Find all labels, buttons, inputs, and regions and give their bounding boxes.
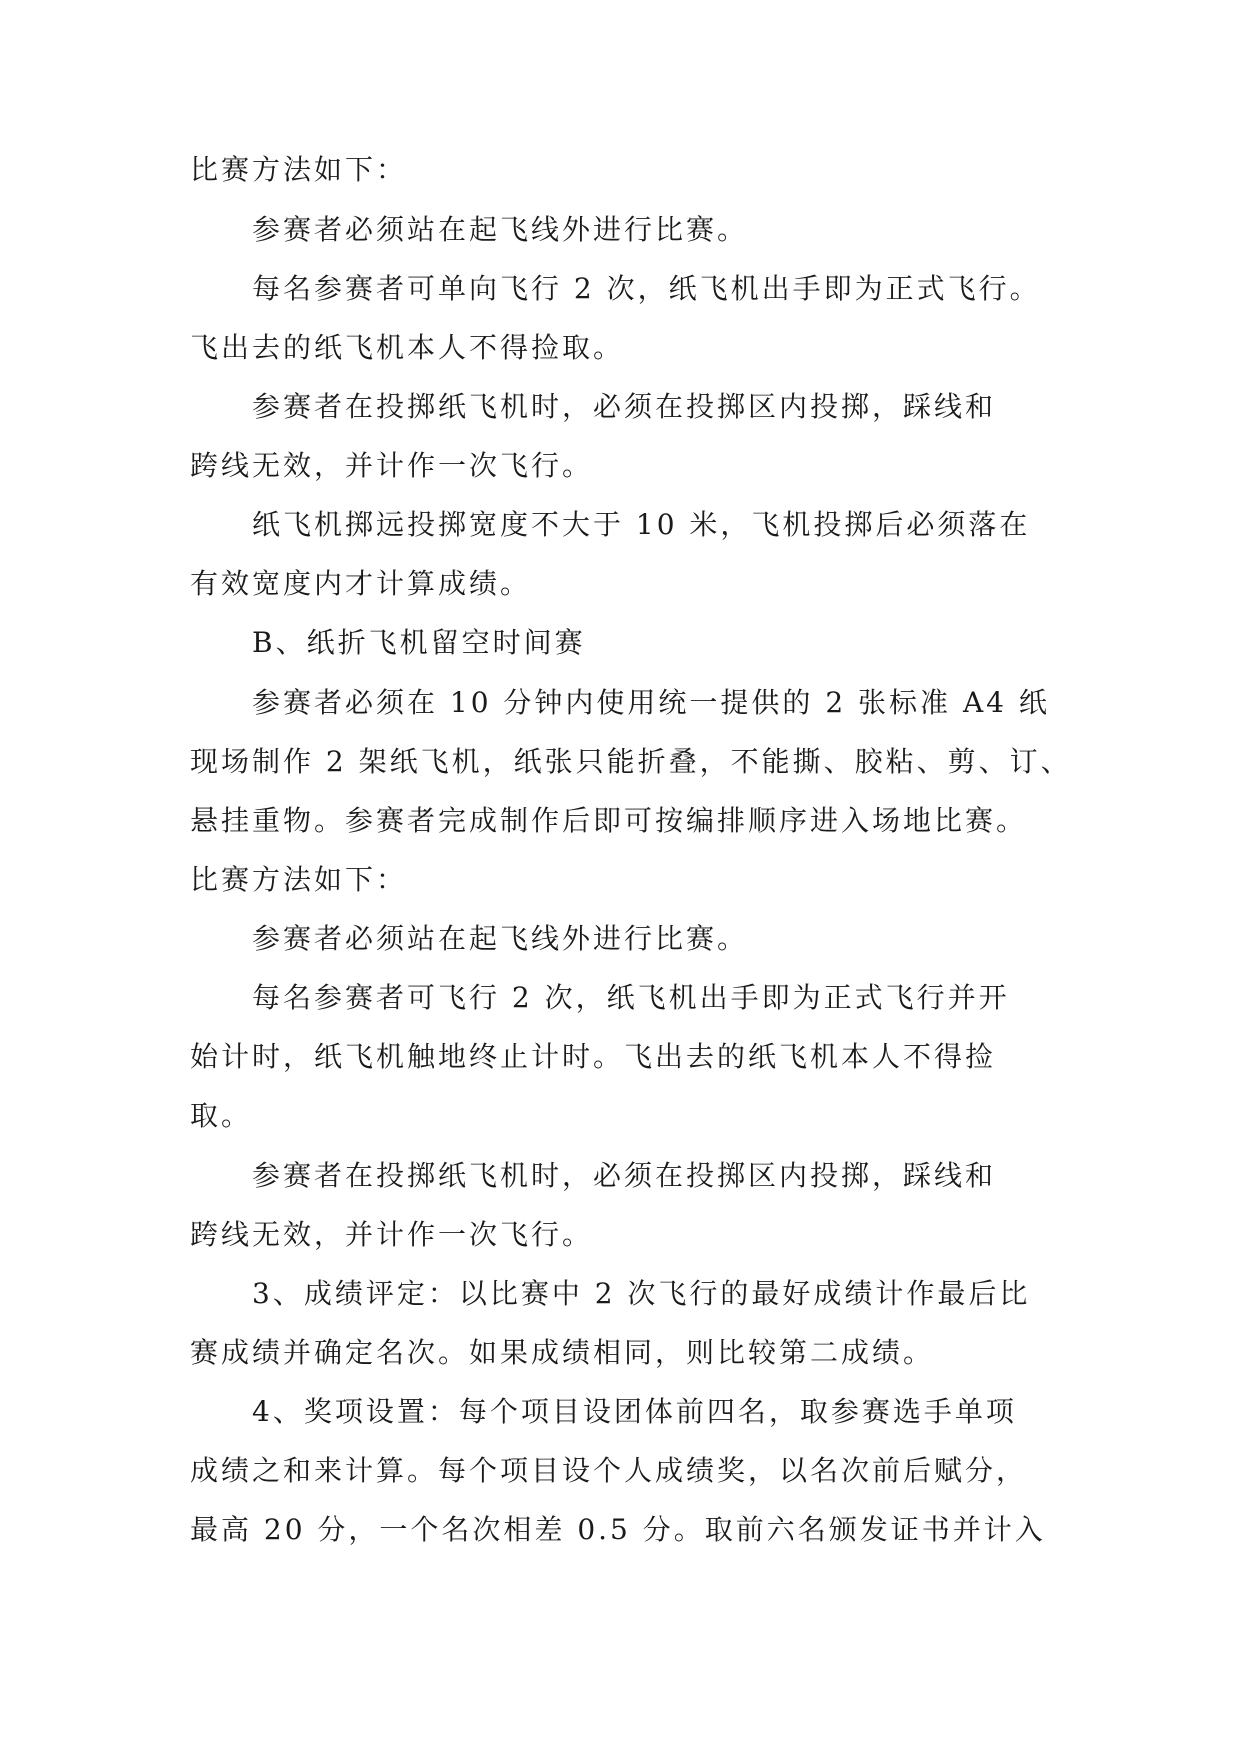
text-line: 现场制作 2 架纸飞机，纸张只能折叠，不能撕、胶粘、剪、订、 [190,745,1072,778]
text-line: 赛成绩并确定名次。如果成绩相同，则比较第二成绩。 [190,1336,935,1369]
text-line: 悬挂重物。参赛者完成制作后即可按编排顺序进入场地比赛。 [190,804,1028,837]
text-line: 3、成绩评定：以比赛中 2 次飞行的最好成绩计作最后比 [252,1277,1031,1310]
text-line: 参赛者必须站在起飞线外进行比赛。 [252,922,749,955]
text-line: 最高 20 分，一个名次相差 0.5 分。取前六名颁发证书并计入 [190,1513,1046,1546]
text-line: 比赛方法如下： [190,863,408,896]
text-line: 参赛者在投掷纸飞机时，必须在投掷区内投掷，踩线和 [252,390,997,423]
text-line: 每名参赛者可单向飞行 2 次，纸飞机出手即为正式飞行。 [252,272,1041,305]
text-line: 跨线无效，并计作一次飞行。 [190,449,594,482]
text-line: 跨线无效，并计作一次飞行。 [190,1218,594,1251]
text-line: 纸飞机掷远投掷宽度不大于 10 米，飞机投掷后必须落在 [252,508,1031,541]
section-heading: B、纸折飞机留空时间赛 [252,626,586,659]
text-line: 成绩之和来计算。每个项目设个人成绩奖，以名次前后赋分， [190,1454,1028,1487]
text-line: 每名参赛者可飞行 2 次，纸飞机出手即为正式飞行并开 [252,981,1010,1014]
text-line: 参赛者必须在 10 分钟内使用统一提供的 2 张标准 A4 纸 [252,686,1050,719]
text-line: 比赛方法如下： [190,153,408,186]
text-line: 4、奖项设置：每个项目设团体前四名，取参赛选手单项 [252,1395,1017,1428]
text-line: 始计时，纸飞机触地终止计时。飞出去的纸飞机本人不得捡 [190,1040,997,1073]
text-line: 飞出去的纸飞机本人不得捡取。 [190,331,625,364]
text-line: 参赛者必须站在起飞线外进行比赛。 [252,213,749,246]
text-line: 取。 [190,1099,253,1132]
text-line: 有效宽度内才计算成绩。 [190,567,532,600]
text-line: 参赛者在投掷纸飞机时，必须在投掷区内投掷，踩线和 [252,1159,997,1192]
